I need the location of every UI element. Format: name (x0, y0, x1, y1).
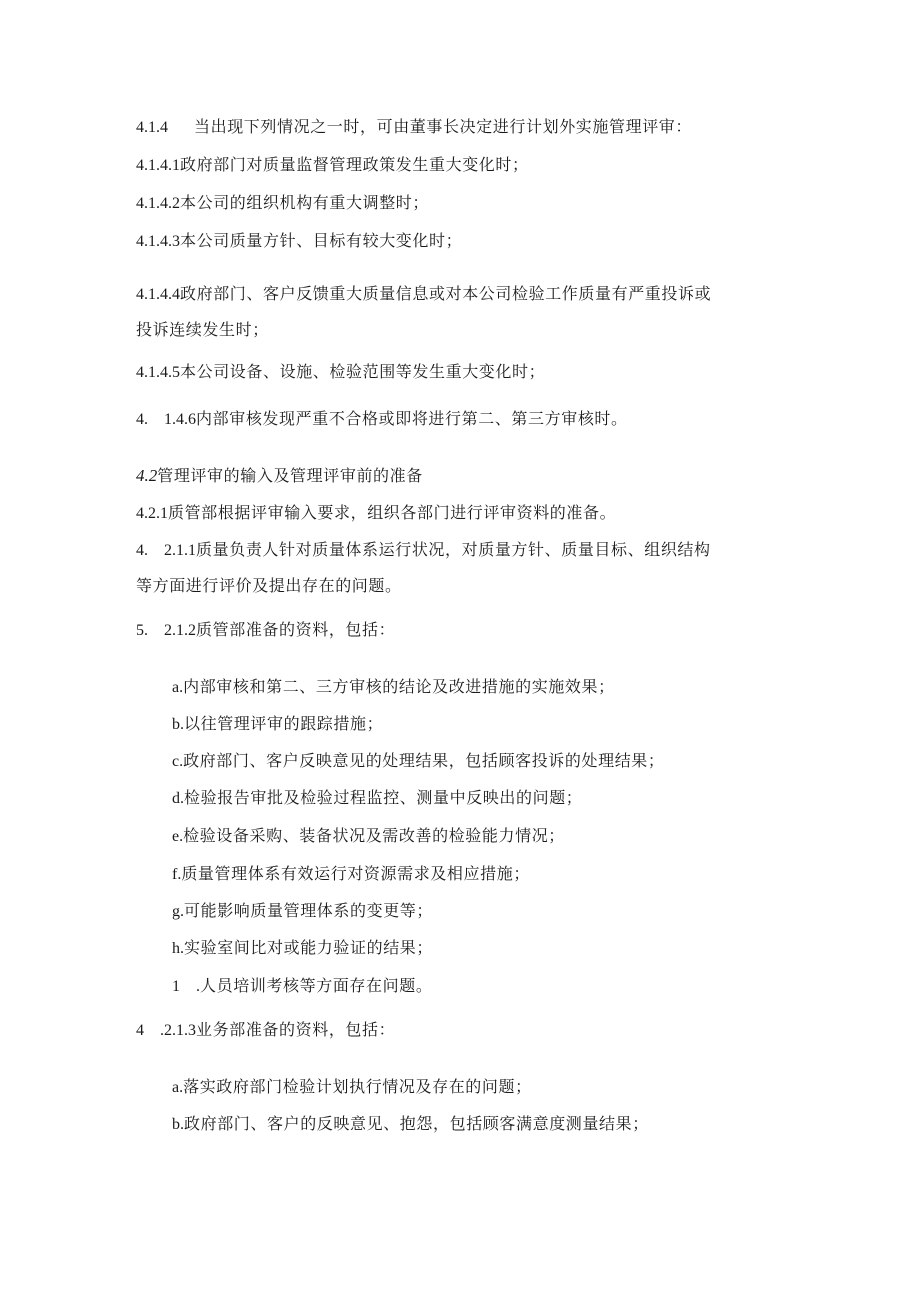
clause-text: 等方面进行评价及提出存在的问题。 (136, 576, 402, 595)
clause-text: 投诉连续发生时； (136, 320, 269, 339)
clause-text: 当出现下列情况之一时，可由董事长决定进行计划外实施管理评审： (194, 117, 693, 136)
clause-text: 本公司质量方针、目标有较大变化时； (180, 231, 463, 250)
clause-4-1-4-1 (136, 155, 529, 176)
list-marker: f. (172, 866, 182, 883)
clause-number: 4.1.4.5 (136, 364, 180, 381)
list-item-d (172, 788, 582, 809)
clause-number: 4.1.4 (136, 119, 168, 136)
clause-4-2-1-3 (136, 1020, 395, 1041)
list-marker: h. (172, 940, 184, 957)
section-title: 管理评审的输入及管理评审前的准备 (157, 466, 423, 485)
clause-text: 质量负责人针对质量体系运行状况，对质量方针、质量目标、组织结构 (196, 540, 711, 559)
clause-text: 质管部根据评审输入要求，组织各部门进行评审资料的准备。 (168, 503, 617, 522)
clause-number: 4. 2.1.1 (136, 542, 197, 559)
list-item-b-2 (172, 1114, 649, 1135)
list-text: 检验设备采购、装备状况及需改善的检验能力情况； (183, 826, 565, 845)
section-4-2-heading (136, 466, 423, 486)
clause-text: 内部审核发现严重不合格或即将进行第二、第三方审核时。 (196, 409, 628, 428)
clause-4-2-1 (136, 503, 616, 524)
list-marker: e. (172, 828, 184, 845)
list-item-c (172, 751, 665, 772)
list-text: 质量管理体系有效运行对资源需求及相应措施； (181, 864, 530, 883)
list-item-1 (172, 976, 432, 997)
list-text: 以往管理评审的跟踪措施； (184, 714, 384, 733)
list-marker: c. (172, 753, 184, 770)
clause-number: 4.1.4.4 (136, 286, 180, 303)
list-item-h (172, 938, 433, 959)
clause-4-2-1-1-continued (136, 576, 402, 596)
clause-4-1-4-4 (136, 284, 711, 305)
list-item-f (172, 864, 530, 885)
clause-4-2-1-1 (136, 540, 711, 561)
list-item-b (172, 714, 383, 735)
list-marker: g. (172, 903, 184, 920)
clause-number: 4 .2.1.3 (136, 1022, 197, 1039)
clause-number: 4. 1.4.6 (136, 411, 197, 428)
clause-number: 4.1.4.3 (136, 233, 180, 250)
list-text: 政府部门、客户的反映意见、抱怨，包括顾客满意度测量结果； (184, 1114, 649, 1133)
clause-4-1-4-4-continued (136, 320, 269, 340)
list-item-a-2 (172, 1077, 532, 1098)
list-marker: b. (172, 1116, 184, 1133)
list-marker: a. (172, 1079, 184, 1096)
clause-number: 4.1.4.1 (136, 157, 180, 174)
clause-4-1-4 (136, 117, 692, 138)
clause-5-2-1-2 (136, 620, 395, 641)
list-text: 实验室间比对或能力验证的结果； (184, 938, 434, 957)
clause-number: 4.1.4.2 (136, 195, 180, 212)
list-text: 内部审核和第二、三方审核的结论及改进措施的实施效果； (183, 677, 615, 696)
list-item-a (172, 677, 615, 698)
clause-text: 本公司的组织机构有重大调整时； (180, 193, 430, 212)
list-text: 政府部门、客户反映意见的处理结果，包括顾客投诉的处理结果； (183, 751, 665, 770)
list-item-e (172, 826, 565, 847)
list-marker: a. (172, 679, 184, 696)
clause-number: 4.2.1 (136, 505, 168, 522)
list-text: 检验报告审批及检验过程监控、测量中反映出的问题； (184, 788, 583, 807)
clause-number: 5. 2.1.2 (136, 622, 197, 639)
clause-4-1-4-2 (136, 193, 429, 214)
clause-text: 质管部准备的资料，包括： (196, 620, 396, 639)
section-number: 4.2 (136, 466, 158, 485)
list-item-g (172, 901, 433, 922)
clause-text: 政府部门、客户反馈重大质量信息或对本公司检验工作质量有严重投诉或 (180, 284, 712, 303)
list-marker: 1 . (172, 978, 201, 995)
list-marker: d. (172, 790, 184, 807)
clause-text: 政府部门对质量监督管理政策发生重大变化时； (180, 155, 529, 174)
clause-text: 本公司设备、设施、检验范围等发生重大变化时； (180, 362, 546, 381)
list-text: 落实政府部门检验计划执行情况及存在的问题； (183, 1077, 532, 1096)
list-text: 可能影响质量管理体系的变更等； (184, 901, 434, 920)
list-marker: b. (172, 716, 184, 733)
clause-4-1-4-6 (136, 409, 628, 430)
clause-text: 业务部准备的资料，包括： (196, 1020, 396, 1039)
clause-4-1-4-3 (136, 231, 462, 252)
clause-4-1-4-5 (136, 362, 545, 383)
list-text: 人员培训考核等方面存在问题。 (200, 976, 433, 995)
